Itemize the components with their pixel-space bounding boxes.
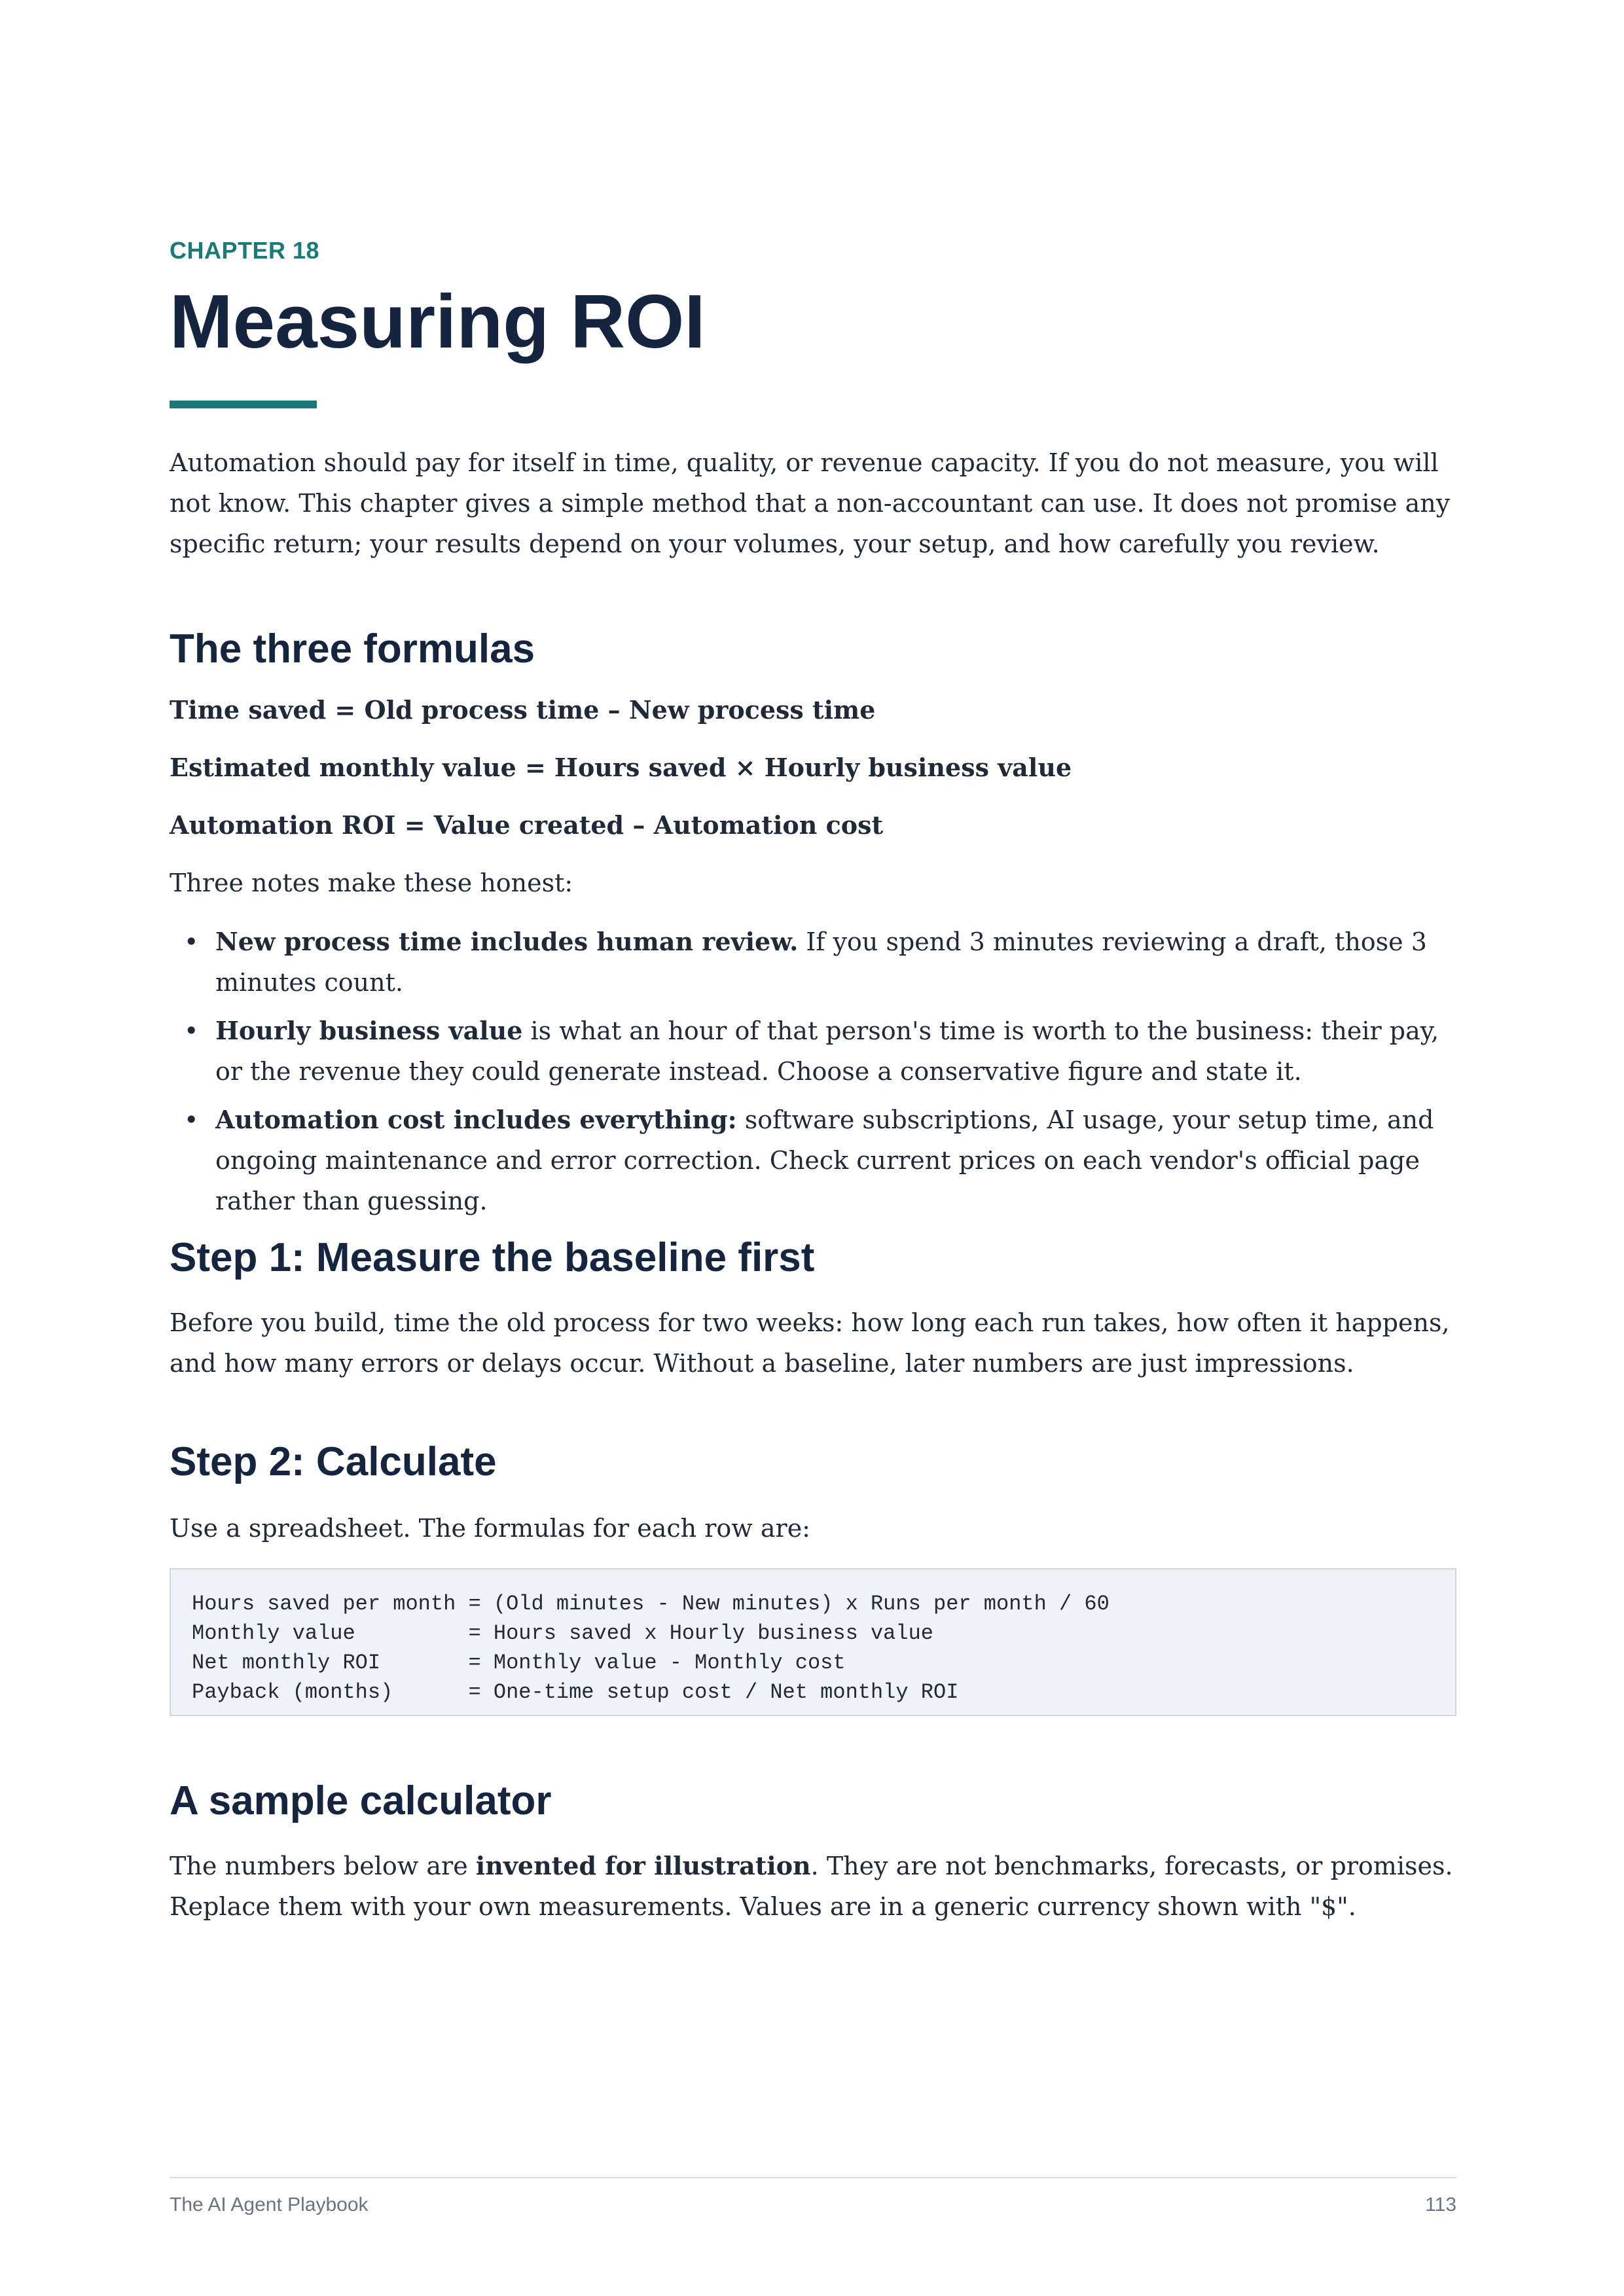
sample-paragraph [170,1846,1456,1927]
note-text: If you spend 3 minutes reviewing a draft, those 3 minutes count. [215,927,1427,997]
formula-roi: Automation ROI = Value created – Automation cost [170,810,884,840]
notes-intro: Three notes make these honest: [170,869,573,897]
intro-paragraph-block [170,442,1456,564]
notes-list-block [170,922,1456,1229]
formula-2-block [170,753,1456,783]
step2-section [170,1440,1456,1484]
note-text: is what an hour of that person's time is worth to the business: their pay, or the revenue they could generate instead. Choose a conservative figure and state it. [215,1016,1439,1086]
formula-1-block [170,695,1456,725]
code-line: Hours saved per month = (Old minutes - New minutes) x Runs per month / 60 [192,1592,1110,1616]
sample-text-bold: invented for illustration [475,1851,811,1880]
bullet-icon: • [184,1016,199,1045]
list-item [170,1011,1456,1092]
section-heading-sample: A sample calculator [170,1778,552,1823]
chapter-label: CHAPTER 18 [170,237,320,264]
page-number: 113 [1425,2194,1456,2215]
code-line: Monthly value = Hours saved x Hourly business value [192,1621,933,1645]
notes-intro-block [170,863,1456,903]
step1-paragraph-block [170,1302,1456,1384]
footer-divider [170,2177,1456,2178]
sample-text-after: . They are not benchmarks, forecasts, or promises. Replace them with your own measurements. Values are in a generic currency shown with "$". [170,1852,1453,1921]
note-bold: New process time includes human review. [215,927,799,956]
bullet-icon: • [184,927,199,956]
formula-monthly-value: Estimated monthly value = Hours saved × Hourly business value [170,753,1072,782]
note-bold: Automation cost includes everything: [215,1105,737,1134]
code-line: Net monthly ROI = Monthly value - Monthly cost [192,1651,846,1675]
notes-list [170,922,1456,1221]
list-item [170,922,1456,1003]
step1-paragraph: Before you build, time the old process for two weeks: how long each run takes, how often it happens, and how many errors or delays occur. Without a baseline, later numbers are just impressions. [170,1308,1450,1378]
section-heading-step2: Step 2: Calculate [170,1439,497,1484]
note-bold: Hourly business value [215,1016,523,1045]
note-text: software subscriptions, AI usage, your setup time, and ongoing maintenance and error correction. Check current prices on each vendor's official page rather than guessing. [215,1105,1434,1215]
section-heading-step1: Step 1: Measure the baseline first [170,1235,815,1280]
sample-section [170,1779,1456,1823]
page-title: Measuring ROI [170,279,706,364]
step1-section [170,1236,1456,1280]
formula-3-block [170,810,1456,840]
intro-paragraph: Automation should pay for itself in time, quality, or revenue capacity. If you do not measure, you will not know. This chapter gives a simple method that a non-accountant can use. It does not promise any specific return; your results depend on your volumes, your setup, and how carefully you review. [170,448,1451,558]
section-heading-formulas: The three formulas [170,626,535,672]
step2-paragraph: Use a spreadsheet. The formulas for each row are: [170,1514,810,1543]
step2-paragraph-block [170,1508,1456,1549]
code-line: Payback (months) = One-time setup cost / Net monthly ROI [192,1680,959,1704]
formula-time-saved: Time saved = Old process time – New process time [170,695,876,725]
sample-text-before: The numbers below are [170,1852,476,1880]
code-block [170,1568,1456,1716]
sample-paragraph-block [170,1846,1456,1927]
formulas-section [170,627,1456,672]
title-underline [170,401,317,408]
bullet-icon: • [184,1105,199,1134]
footer-book-title: The AI Agent Playbook [170,2194,369,2215]
list-item [170,1100,1456,1221]
